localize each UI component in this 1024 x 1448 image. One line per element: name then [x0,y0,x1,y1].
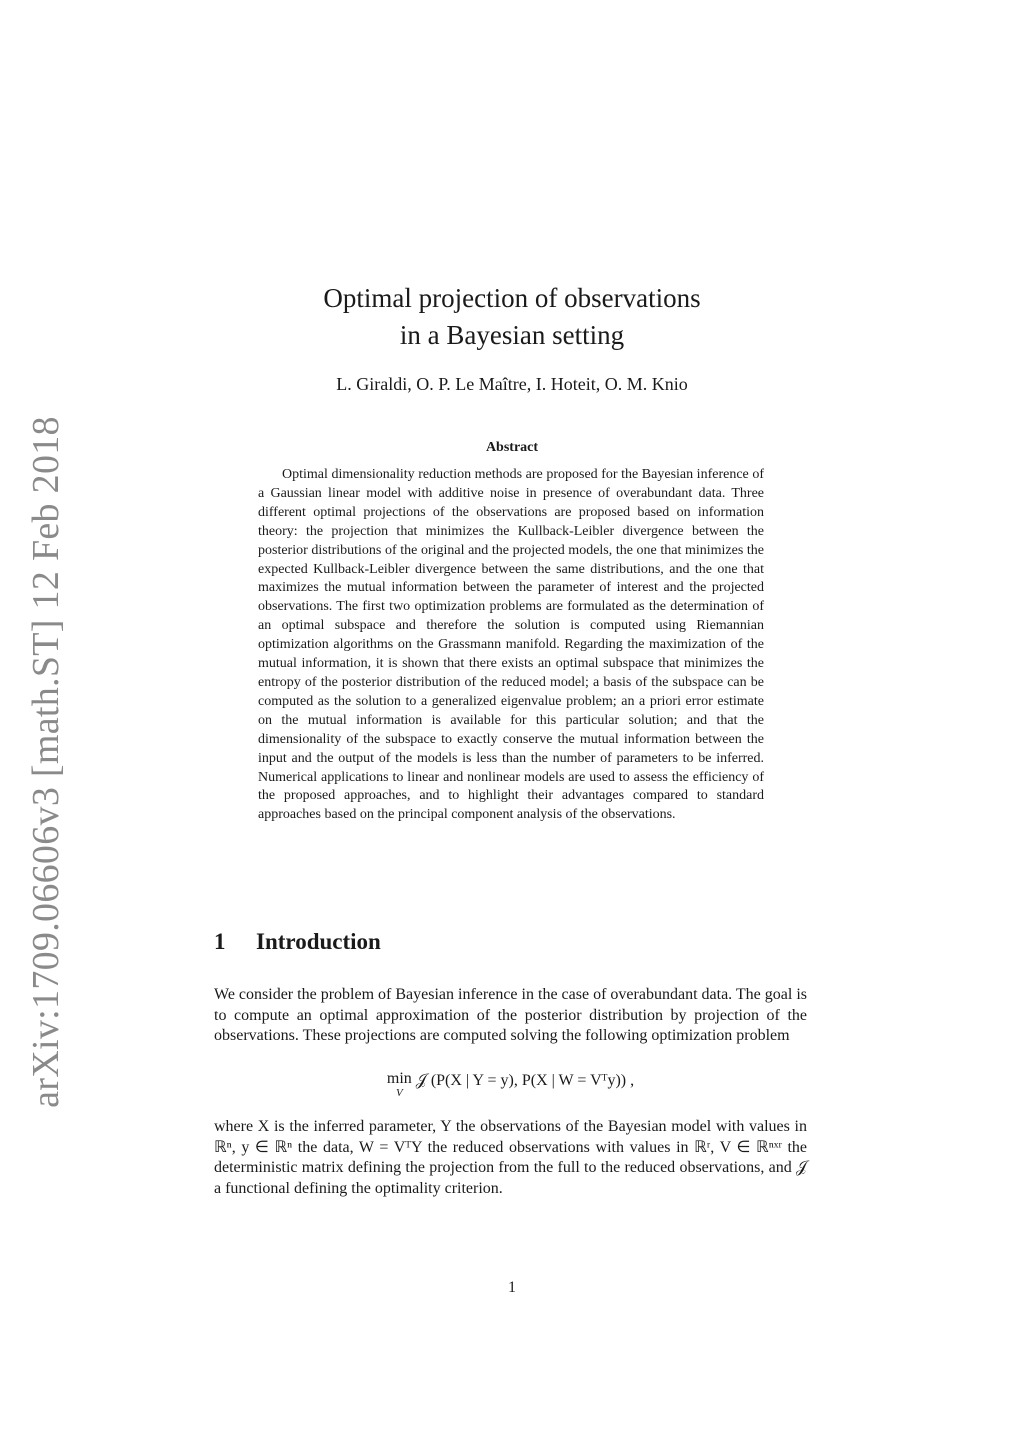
paper-title [212,280,812,354]
section-title: Introduction [256,929,381,954]
abstract-body: Optimal dimensionality reduction methods are proposed for the Bayesian inference of a Gaussian linear model with additive noise in presence of overabundant data. Three different optimal projections of the observations are proposed based on information theory: the projection that minimizes the Kullback-Leibler divergence between the posterior distributions of the original and the projected models, the one that minimizes the expected Kullback-Leibler divergence between the same distributions, and the one that maximizes the mutual information between the parameter of interest and the projected observations. The first two optimization problems are formulated as the determination of an optimal subspace and therefore the solution is computed using Riemannian optimization algorithms on the Grassmann manifold. Regarding the maximization of the mutual information, it is shown that there exists an optimal subspace that minimizes the entropy of the posterior distribution of the reduced model; a basis of the subspace can be computed as the solution to a generalized eigenvalue problem; an a priori error estimate on the mutual information is available for this particular solution; and that the dimensionality of the subspace to exactly conserve the mutual information between the input and the output of the models is less than the number of parameters to be inferred. Numerical applications to linear and nonlinear models are used to assess the efficiency of the proposed approaches, and to highlight their advantages compared to standard approaches based on the principal component analysis of the observations. [258,467,764,823]
abstract-heading: Abstract [485,440,539,455]
equation-operator: min [386,1070,412,1087]
optimization-equation [214,1072,807,1100]
intro-paragraph-1: We consider the problem of Bayesian inference in the case of overabundant data. The goal is to compute an optimal approximation of the posterior distribution by projection of the observations. These projections are computed solving the following optimization problem [214,986,807,1044]
arxiv-identifier-text: arXiv:1709.06606v3 [math.ST] 12 Feb 2018 [25,416,67,1108]
equation-min-operator [387,1072,412,1100]
arxiv-identifier-stamp [22,416,70,1108]
author-list: L. Giraldi, O. P. Le Maître, I. Hoteit, O. M. Knio [336,374,688,394]
page-number: 1 [508,1279,516,1296]
intro-paragraph-2: where X is the inferred parameter, Y the observations of the Bayesian model with values in ℝⁿ, y ∈ ℝⁿ the data, W = VᵀY the reduced observations with values in ℝʳ, V ∈ ℝⁿˣʳ the deterministic matrix defining the projection from the full to the reduced observations, and 𝒥 a functional defining the optimality criterion. [214,1118,807,1197]
equation-body: 𝒥 (P(X | Y = y), P(X | W = Vᵀy)) , [415,1072,635,1089]
paper-title-line-1: Optimal projection of observations [323,283,701,313]
section-heading-introduction [214,929,381,955]
equation-subscript: V [395,1087,403,1099]
paper-title-line-2: in a Bayesian setting [399,320,625,350]
section-number: 1 [214,929,226,954]
